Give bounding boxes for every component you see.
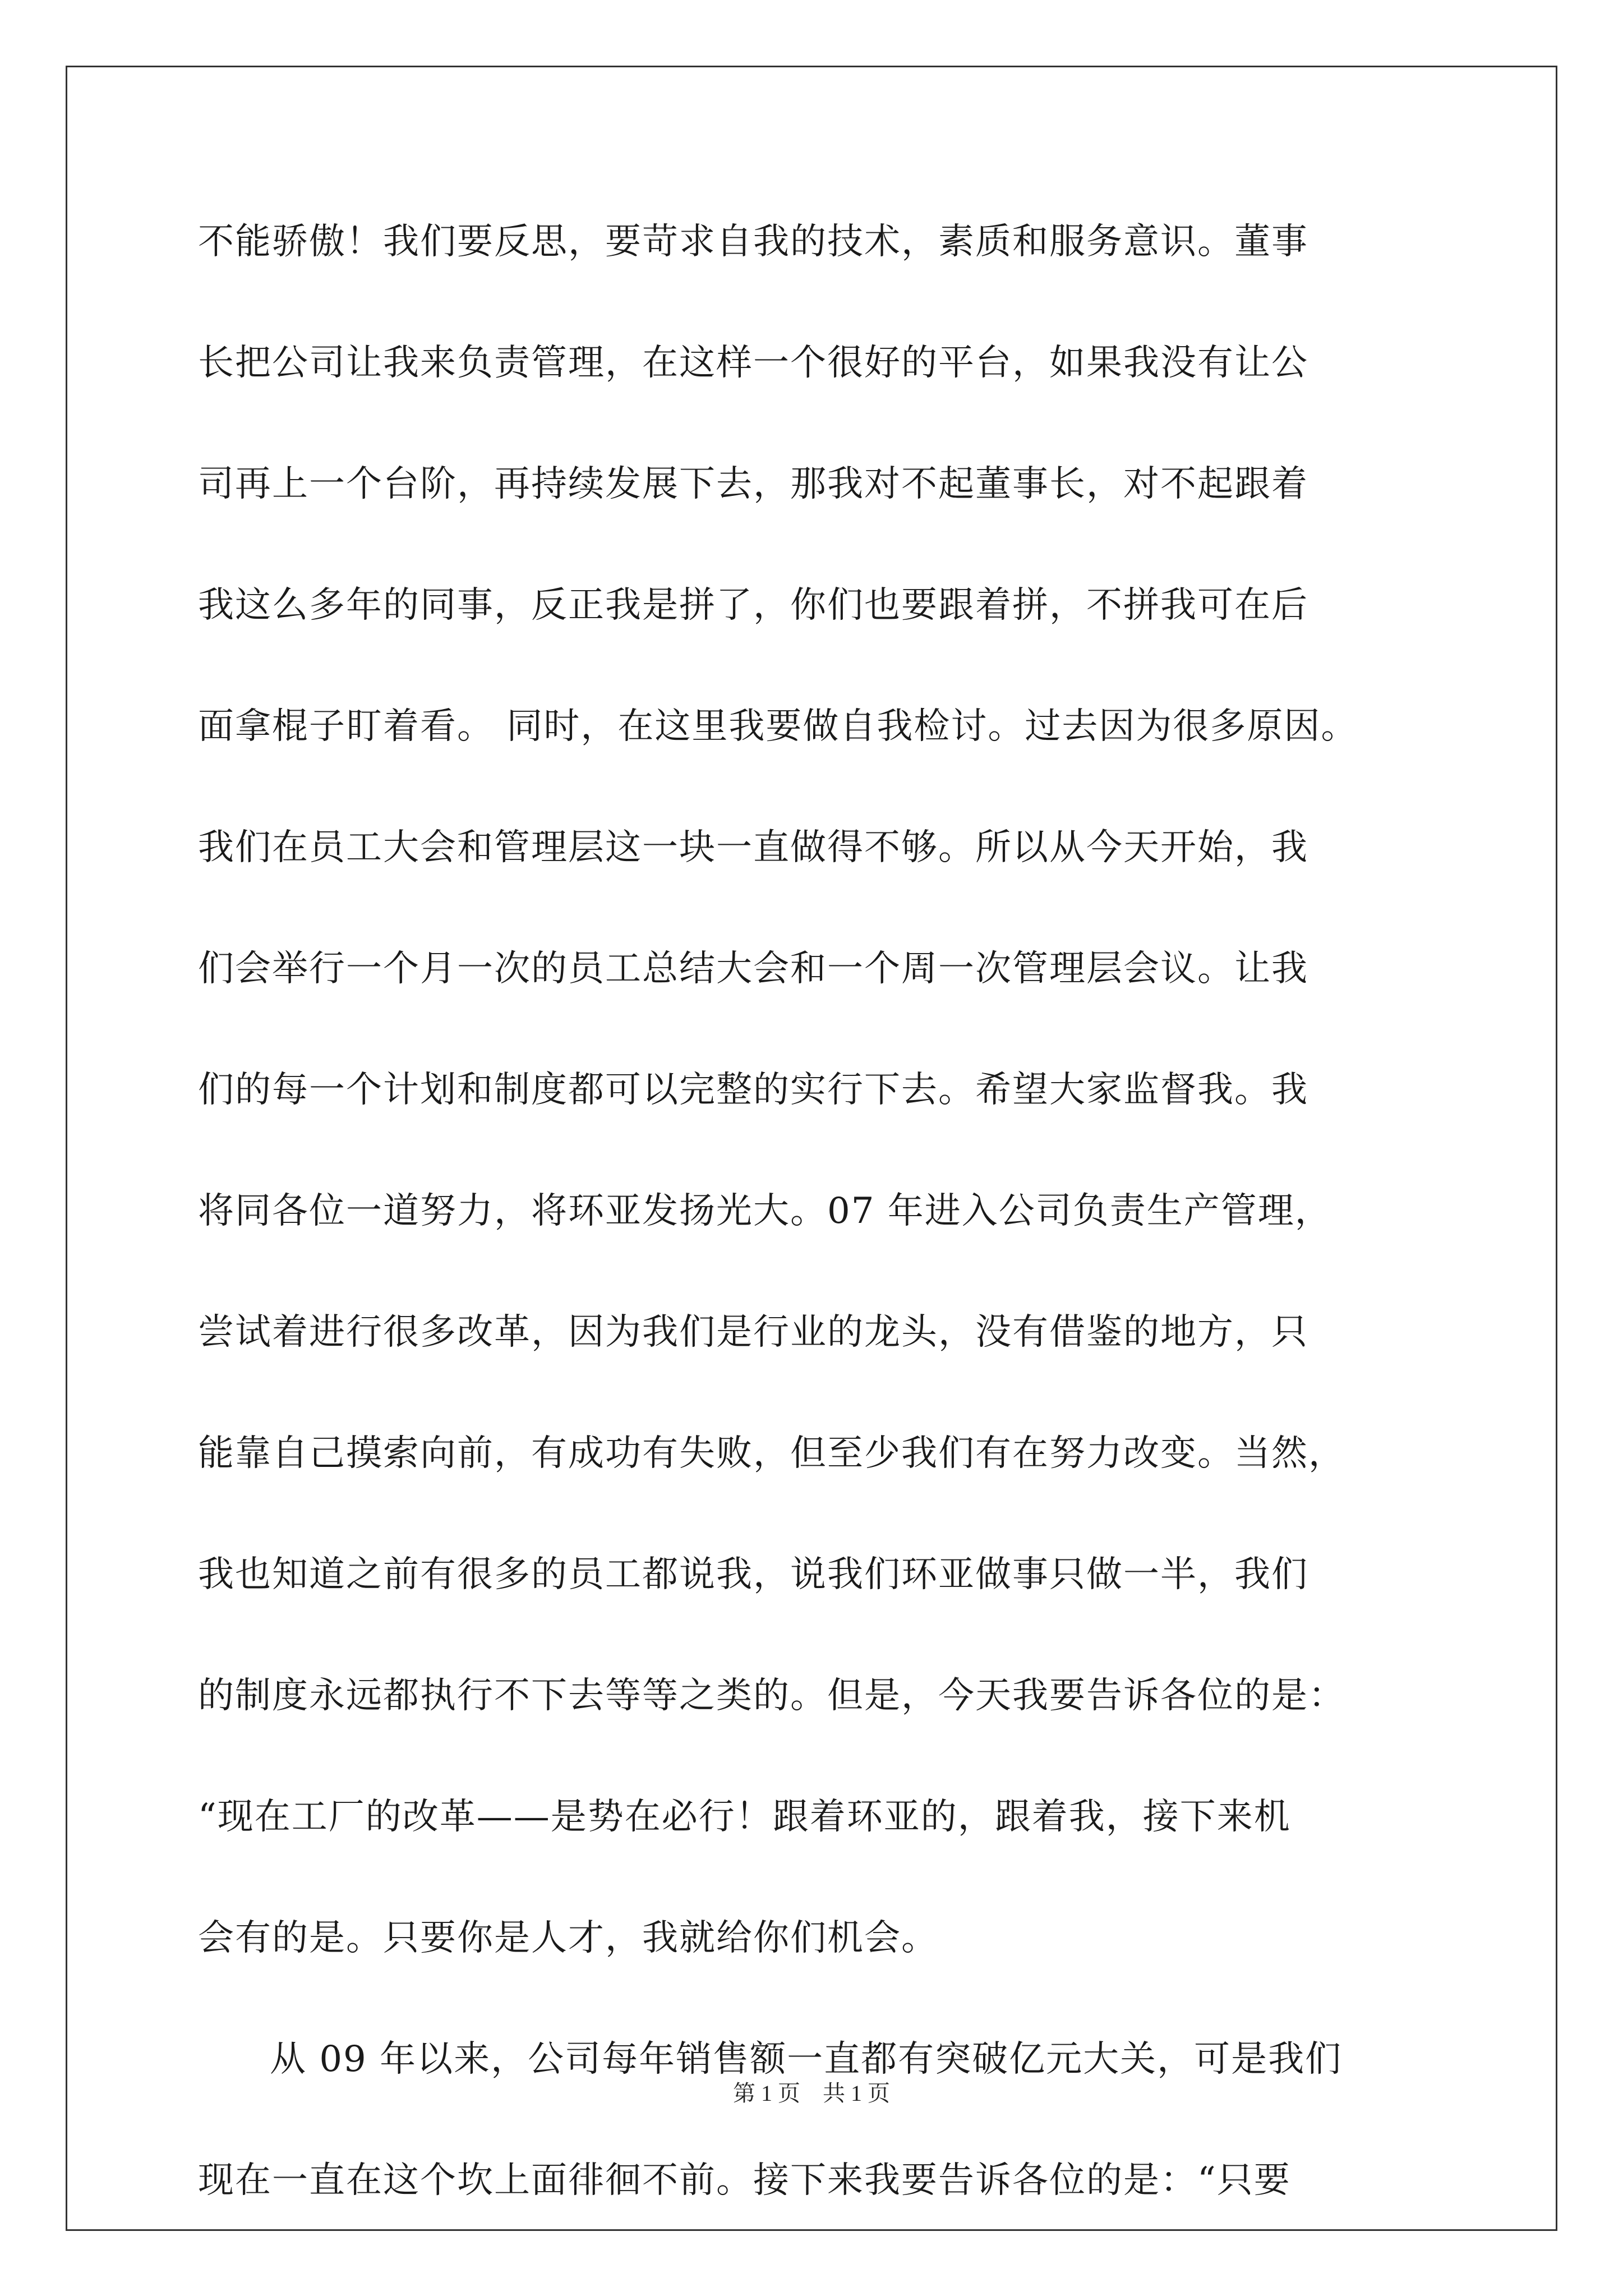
text-line: 现在一直在这个坎上面徘徊不前。接下来我要告诉各位的是：“只要: [198, 2160, 1291, 2201]
text-line: 我们在员工大会和管理层这一块一直做得不够。所以从今天开始，我: [198, 827, 1308, 868]
text-line: 们的每一个计划和制度都可以完整的实行下去。希望大家监督我。我: [198, 1069, 1308, 1111]
text-line: 会有的是。只要你是人才，我就给你们机会。: [198, 1917, 938, 1959]
text-line: 司再上一个台阶，再持续发展下去，那我对不起董事长，对不起跟着: [198, 463, 1308, 505]
page-number-footer: 第 1 页 共 1 页: [733, 2081, 890, 2106]
text-line: 我这么多年的同事，反正我是拼了，你们也要跟着拼，不拼我可在后: [198, 585, 1308, 626]
text-line: 的制度永远都执行不下去等等之类的。但是，今天我要告诉各位的是：: [198, 1675, 1345, 1717]
text-line: 能靠自己摸索向前，有成功有失败，但至少我们有在努力改变。当然，: [198, 1433, 1345, 1474]
text-line: 尝试着进行很多改革，因为我们是行业的龙头，没有借鉴的地方，只: [198, 1312, 1308, 1353]
body-text: [198, 216, 1437, 2276]
paragraph-first-line: 从 09 年以来，公司每年销售额一直都有突破亿元大关，可是我们: [270, 2039, 1343, 2080]
text-line: “现在工厂的改革——是势在必行！跟着环亚的，跟着我，接下来机: [198, 1796, 1291, 1838]
text-line: 将同各位一道努力，将环亚发扬光大。07 年进入公司负责生产管理，: [198, 1190, 1332, 1232]
text-line: 们会举行一个月一次的员工总结大会和一个周一次管理层会议。让我: [198, 948, 1308, 990]
text-line: 不能骄傲！我们要反思，要苛求自我的技术，素质和服务意识。董事: [198, 221, 1308, 263]
text-line: 我也知道之前有很多的员工都说我，说我们环亚做事只做一半，我们: [198, 1554, 1308, 1595]
text-line: 面拿棍子盯着看。 同时，在这里我要做自我检讨。过去因为很多原因。: [198, 706, 1358, 747]
text-line: 长把公司让我来负责管理，在这样一个很好的平台，如果我没有让公: [198, 342, 1308, 384]
